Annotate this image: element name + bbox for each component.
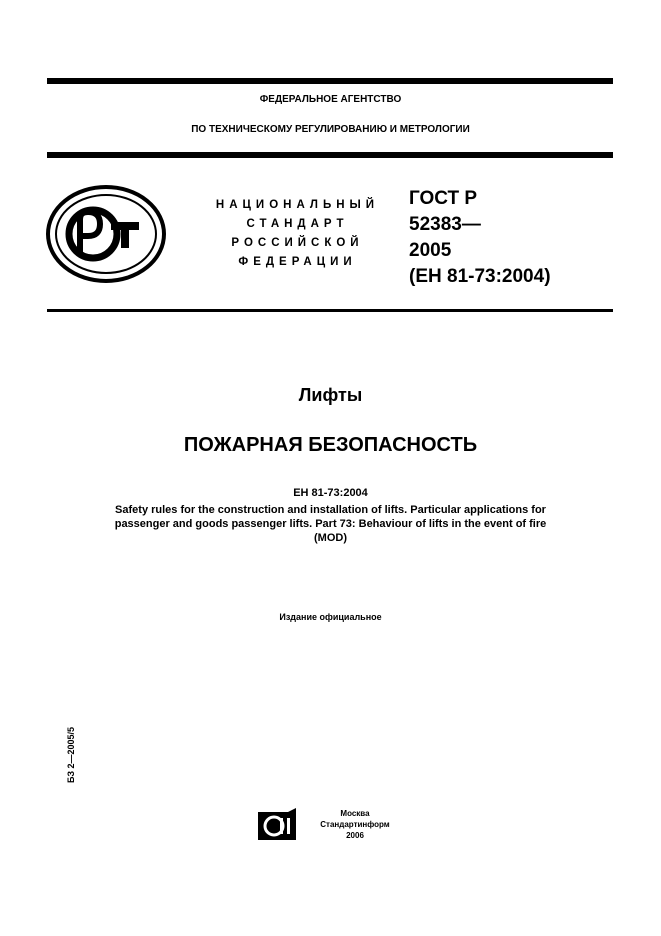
standard-type-line: РОССИЙСКОЙ	[231, 237, 364, 249]
designation-line: ГОСТ Р	[409, 188, 478, 209]
document-title: Лифты	[298, 385, 363, 405]
en-title	[0, 503, 661, 545]
agency-line-2: ПО ТЕХНИЧЕСКОМУ РЕГУЛИРОВАНИЮ И МЕТРОЛОГИИ	[191, 124, 470, 135]
standard-type-line: СТАНДАРТ	[246, 218, 349, 230]
publisher-year: 2006	[346, 831, 364, 840]
publisher-info	[305, 808, 405, 841]
publisher-logo	[258, 808, 298, 847]
top-rule	[47, 78, 613, 84]
publisher-name: Стандартинформ	[320, 820, 390, 829]
designation-line: 2005	[409, 240, 452, 261]
edition-label: Издание официальное	[279, 612, 382, 622]
document-subtitle: ПОЖАРНАЯ БЕЗОПАСНОСТЬ	[183, 434, 478, 456]
en-title-line: passenger and goods passenger lifts. Part 73: Behaviour of lifts in the event of fire	[114, 518, 547, 530]
designation-line: 52383—	[409, 214, 481, 235]
standard-designation	[409, 186, 551, 290]
designation-line: (ЕН 81-73:2004)	[409, 266, 551, 287]
en-title-line: Safety rules for the construction and installation of lifts. Particular applications for	[115, 504, 546, 516]
middle-rule	[47, 152, 613, 158]
en-title-line: (MOD)	[314, 532, 347, 544]
agency-line-1: ФЕДЕРАЛЬНОЕ АГЕНТСТВО	[259, 94, 402, 105]
publisher-city: Москва	[340, 809, 370, 818]
side-code: БЗ 2—2005/5	[66, 726, 76, 784]
en-reference: ЕН 81-73:2004	[293, 487, 368, 499]
standard-type-line: ФЕДЕРАЦИИ	[238, 256, 357, 268]
rst-logo	[45, 184, 167, 289]
standard-type	[200, 196, 395, 272]
standard-type-line: НАЦИОНАЛЬНЫЙ	[215, 199, 380, 211]
bottom-rule	[47, 309, 613, 312]
